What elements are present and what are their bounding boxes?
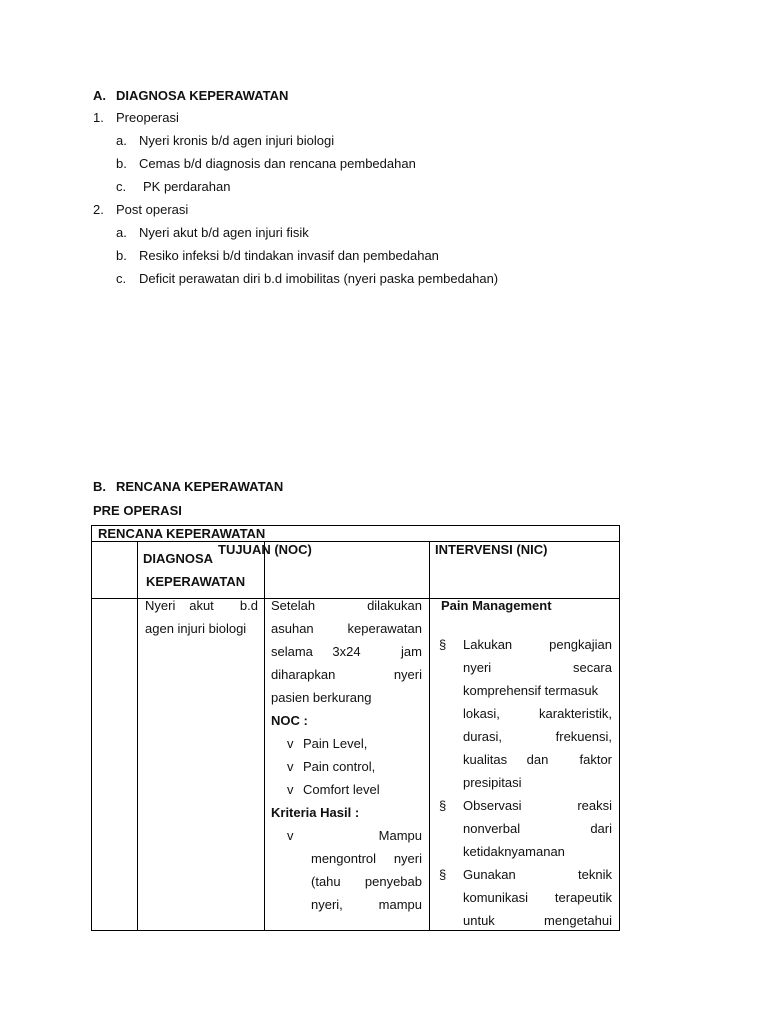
- intervention-line: [463, 702, 612, 725]
- tujuan-line-word: diharapkan: [271, 667, 336, 682]
- intervention-line-word: dan: [526, 752, 549, 767]
- tujuan-line-word: asuhan: [271, 621, 314, 636]
- intervention-item-first-line: [439, 794, 612, 817]
- intervention-line-word: nyeri: [463, 660, 492, 675]
- kriteria-line: [311, 847, 422, 870]
- intervention-line-word: untuk: [463, 913, 495, 928]
- kriteria-label: Kriteria Hasil :: [271, 805, 360, 820]
- kriteria-line: [271, 824, 422, 847]
- section-sign-icon: §: [439, 637, 447, 652]
- header-intervensi: INTERVENSI (NIC): [435, 542, 548, 557]
- section-sign-icon: §: [439, 798, 447, 813]
- intervention-line-word: karakteristik,: [539, 706, 612, 721]
- group-number: 1.: [93, 110, 104, 125]
- kriteria-line-word: (tahu: [311, 874, 341, 889]
- noc-item-text: Pain Level,: [303, 736, 368, 751]
- item-letter: c.: [116, 179, 127, 194]
- diagnosis-item: PK perdarahan: [143, 179, 231, 194]
- intervention-line-word: mengetahui: [544, 913, 612, 928]
- intervention-line: [463, 771, 612, 794]
- table-col-divider-1: [137, 541, 138, 931]
- intervention-line-word: komprehensif termasuk: [463, 683, 599, 698]
- section-sign-icon: §: [439, 867, 447, 882]
- kriteria-line-word: nyeri: [393, 851, 422, 866]
- noc-label: NOC :: [271, 713, 308, 728]
- kriteria-line: [311, 893, 422, 916]
- diagnosa-line: [145, 617, 258, 640]
- intervention-line-word: komunikasi: [463, 890, 529, 905]
- intervention-line: [463, 656, 612, 679]
- intervention-first-words-word: Lakukan: [463, 637, 513, 652]
- intervention-line: [463, 909, 612, 932]
- bullet-icon: v: [287, 828, 294, 843]
- item-letter: c.: [116, 271, 127, 286]
- tujuan-line-word: 3x24: [332, 644, 361, 659]
- noc-item-text: Comfort level: [303, 782, 380, 797]
- intervention-line: [463, 748, 612, 771]
- intervention-first-words-word: Gunakan: [463, 867, 516, 882]
- item-letter: b.: [116, 156, 127, 171]
- tujuan-line: [271, 640, 422, 663]
- header-diagnosa: DIAGNOSA: [143, 551, 214, 566]
- kriteria-line-word: nyeri,: [311, 897, 343, 912]
- pain-management-title: Pain Management: [441, 598, 552, 613]
- noc-item-text: Pain control,: [303, 759, 376, 774]
- table-col-divider-3: [429, 541, 430, 931]
- kriteria-line-word: penyebab: [364, 874, 422, 889]
- section-a-letter: A.: [93, 88, 106, 103]
- tujuan-line: [271, 594, 422, 617]
- table-col-divider-2: [264, 541, 265, 931]
- header-tujuan: TUJUAN (NOC): [218, 542, 312, 557]
- intervention-line-word: lokasi,: [463, 706, 500, 721]
- diagnosis-item: Deficit perawatan diri b.d imobilitas (nyeri paska pembedahan): [139, 271, 499, 286]
- diagnosa-line-word: akut: [189, 598, 214, 613]
- intervention-item-first-line: [439, 863, 612, 886]
- intervention-line-word: presipitasi: [463, 775, 522, 790]
- tujuan-line-word: Setelah: [271, 598, 316, 613]
- intervention-line-word: secara: [572, 660, 612, 675]
- intervention-line-word: frekuensi,: [555, 729, 612, 744]
- table-border-right: [619, 525, 620, 931]
- intervensi-cell: [439, 594, 612, 932]
- item-letter: a.: [116, 133, 127, 148]
- noc-item: [271, 732, 422, 755]
- intervention-line: [463, 679, 612, 702]
- intervention-line-word: faktor: [579, 752, 612, 767]
- intervention-line-word: dari: [590, 821, 612, 836]
- table-border-left: [91, 525, 92, 931]
- tujuan-line-word: pasien berkurang: [271, 690, 372, 705]
- bullet-icon: v: [287, 782, 294, 797]
- section-b-letter: B.: [93, 479, 106, 494]
- tujuan-line-word: dilakukan: [367, 598, 422, 613]
- item-letter: a.: [116, 225, 127, 240]
- intervention-line: [463, 840, 612, 863]
- table-title: RENCANA KEPERAWATAN: [98, 526, 266, 541]
- tujuan-line-word: jam: [401, 644, 422, 659]
- tujuan-line: [271, 617, 422, 640]
- intervention-line-word: terapeutik: [554, 890, 612, 905]
- group-label: Preoperasi: [116, 110, 179, 125]
- tujuan-line-word: selama: [271, 644, 313, 659]
- intervention-first-words-word: pengkajian: [549, 637, 612, 652]
- intervention-first-words: [463, 794, 612, 817]
- diagnosa-line: [145, 594, 258, 617]
- diagnosis-item: Resiko infeksi b/d tindakan invasif dan pembedahan: [139, 248, 439, 263]
- intervention-line-word: ketidaknyamanan: [463, 844, 565, 859]
- kriteria-line: [311, 870, 422, 893]
- section-b-title: RENCANA KEPERAWATAN: [116, 479, 284, 494]
- bullet-icon: v: [287, 736, 294, 751]
- tujuan-line-word: nyeri: [393, 667, 422, 682]
- intervention-item-first-line: [439, 633, 612, 656]
- intervention-first-words-word: Observasi: [463, 798, 522, 813]
- tujuan-cell: [271, 594, 422, 916]
- kriteria-line-word: mengontrol: [311, 851, 377, 866]
- pre-operasi-heading: PRE OPERASI: [93, 503, 182, 518]
- intervention-first-words: [463, 863, 612, 886]
- section-b-heading: [93, 479, 284, 494]
- tujuan-line: [271, 686, 422, 709]
- section-a-heading: [93, 88, 289, 103]
- diagnosa-line-word: b.d: [239, 598, 258, 613]
- tujuan-line: [271, 663, 422, 686]
- intervention-line-word: nonverbal: [463, 821, 521, 836]
- intervention-line: [463, 725, 612, 748]
- intervention-first-words-word: reaksi: [577, 798, 612, 813]
- intervention-first-words: [463, 633, 612, 656]
- intervention-line: [463, 817, 612, 840]
- group-label: Post operasi: [116, 202, 189, 217]
- diagnosis-item: Cemas b/d diagnosis dan rencana pembedahan: [139, 156, 416, 171]
- intervention-first-words-word: teknik: [578, 867, 612, 882]
- noc-item: [271, 755, 422, 778]
- intervention-line-word: durasi,: [463, 729, 503, 744]
- bullet-icon: v: [287, 759, 294, 774]
- tujuan-line-word: keperawatan: [347, 621, 422, 636]
- diagnosa-cell: [145, 594, 258, 640]
- kriteria-line-word: mampu: [378, 897, 422, 912]
- diagnosa-line-word: agen injuri biologi: [145, 621, 247, 636]
- group-number: 2.: [93, 202, 104, 217]
- kriteria-line-word: Mampu: [378, 828, 422, 843]
- section-a-title: DIAGNOSA KEPERAWATAN: [116, 88, 289, 103]
- diagnosa-line-word: Nyeri: [145, 598, 176, 613]
- diagnosis-item: Nyeri kronis b/d agen injuri biologi: [139, 133, 335, 148]
- diagnosis-item: Nyeri akut b/d agen injuri fisik: [139, 225, 309, 240]
- noc-item: [271, 778, 422, 801]
- item-letter: b.: [116, 248, 127, 263]
- header-keperawatan: KEPERAWATAN: [146, 574, 246, 589]
- intervention-line-word: kualitas: [463, 752, 508, 767]
- intervention-line: [463, 886, 612, 909]
